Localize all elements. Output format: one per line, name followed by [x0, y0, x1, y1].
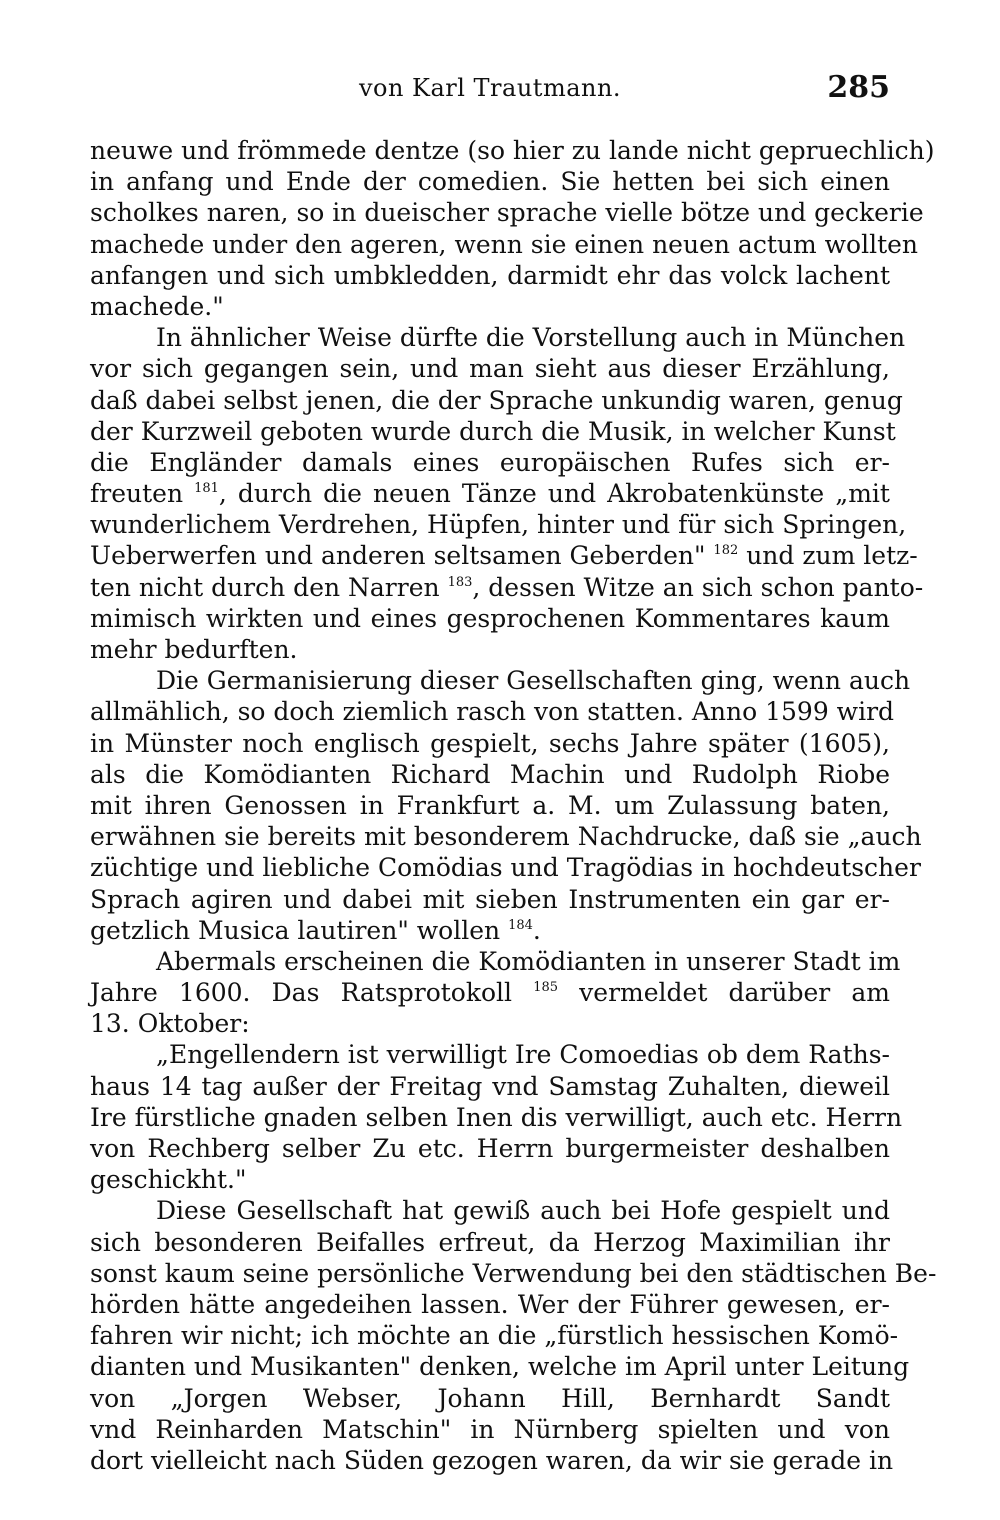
text-line: von „Jorgen Webser, Johann Hill, Bernhardt Sandt [90, 1383, 890, 1413]
text-line: sich besonderen Beifalles erfreut, da Herzog Maximilian ihr [90, 1227, 890, 1257]
footnote-ref: 185 [533, 980, 559, 996]
paragraph [90, 665, 922, 946]
text-line: hörden hätte angedeihen lassen. Wer der Führer gewesen, er- [90, 1289, 890, 1319]
text-line: fahren wir nicht; ich möchte an die „fürstlich hessischen Komö- [90, 1321, 899, 1351]
page-header [90, 70, 890, 110]
text-line: dort vielleicht nach Süden gezogen waren, da wir sie gerade in [90, 1445, 894, 1475]
text-line: anfangen und sich umbkledden, darmidt ehr das volck lachent [90, 260, 890, 290]
text-line: in Münster noch englisch gespielt, sechs Jahre später (1605), [90, 728, 890, 758]
text-line: getzlich Musica lautiren" wollen $^{184}$. [90, 915, 541, 945]
text-line: erwähnen sie bereits mit besonderem Nachdrucke, daß sie „auch [90, 822, 922, 852]
paragraph [90, 322, 924, 665]
footnote-ref: 183 [447, 574, 473, 590]
footnote-ref: 181 [194, 481, 219, 497]
text-line: mimisch wirkten und eines gesprochenen Kommentares kaum [90, 603, 890, 633]
running-head: von Karl Trautmann. [358, 74, 622, 102]
text-line: „Engellendern ist verwilligt Ire Comoedias ob dem Raths- [156, 1040, 891, 1070]
body-text [90, 135, 937, 1476]
text-line: haus 14 tag außer der Freitag vnd Samstag Zuhalten, dieweil [90, 1071, 890, 1101]
text-line: in anfang und Ende der comedien. Sie hetten bei sich einen [90, 167, 890, 197]
text-line: Abermals erscheinen die Komödianten in unserer Stadt im [156, 946, 901, 976]
text-line: Ire fürstliche gnaden selben Inen dis verwilligt, auch etc. Herrn [90, 1102, 903, 1132]
text-line: mehr bedurften. [90, 635, 298, 664]
text-line: allmählich, so doch ziemlich rasch von statten. Anno 1599 wird [90, 697, 895, 727]
text-line: neuwe und frömmede dentze (so hier zu lande nicht gepruechlich) [90, 136, 935, 165]
text-line: vnd Reinharden Matschin" in Nürnberg spielten und von [90, 1414, 890, 1444]
text-line: als die Komödianten Richard Machin und Rudolph Riobe [90, 759, 890, 789]
text-line: daß dabei selbst jenen, die der Sprache unkundig waren, genug [90, 385, 903, 415]
text-line: wunderlichem Verdrehen, Hüpfen, hinter und für sich Springen, [90, 510, 907, 540]
text-line: machede." [90, 291, 224, 321]
text-line: vor sich gegangen sein, und man sieht aus dieser Erzählung, [90, 354, 890, 384]
text-line: Sprach agiren und dabei mit sieben Instrumenten ein gar er- [90, 884, 890, 914]
text-line: sonst kaum seine persönliche Verwendung bei den städtischen Be- [90, 1258, 937, 1288]
text-line: 13. Oktober: [90, 1009, 250, 1039]
text-line: Jahre 1600. Das Ratsprotokoll $^{185}$ vermeldet darüber am [90, 978, 890, 1008]
text-line: von Rechberg selber Zu etc. Herrn burgermeister deshalben [90, 1134, 890, 1163]
text-line: dianten und Musikanten" denken, welche im April unter Leitung [90, 1352, 910, 1382]
text-line: die Engländer damals eines europäischen Rufes sich er- [90, 447, 890, 477]
footnote-ref: 182 [713, 543, 739, 559]
text-line: geschickht." [90, 1165, 247, 1195]
text-line: Die Germanisierung dieser Gesellschaften ging, wenn auch [156, 666, 911, 696]
paragraph [90, 946, 901, 1040]
text-line: ten nicht durch den Narren $^{183}$, dessen Witze an sich schon panto- [90, 572, 924, 602]
paragraph [90, 1039, 903, 1195]
text-line: scholkes naren, so in dueischer sprache vielle bötze und geckerie [90, 198, 924, 228]
text-line: mit ihren Genossen in Frankfurt a. M. um Zulassung baten, [90, 790, 890, 820]
text-line: züchtige und liebliche Comödias und Tragödias in hochdeutscher [90, 853, 921, 883]
text-line: Diese Gesellschaft hat gewiß auch bei Hofe gespielt und [156, 1196, 890, 1226]
text-line: In ähnlicher Weise dürfte die Vorstellung auch in München [156, 323, 906, 353]
page-number: 285 [827, 70, 890, 105]
text-line: machede under den ageren, wenn sie einen neuen actum wollten [90, 229, 919, 259]
text-line: der Kurzweil geboten wurde durch die Musik, in welcher Kunst [90, 416, 896, 446]
paragraph [90, 135, 935, 322]
paragraph [90, 1195, 937, 1476]
footnote-ref: 184 [508, 917, 533, 933]
text-line: freuten $^{181}$, durch die neuen Tänze und Akrobatenkünste „mit [90, 479, 890, 509]
text-line: Ueberwerfen und anderen seltsamen Geberden" $^{182}$ und zum letz- [90, 541, 918, 571]
